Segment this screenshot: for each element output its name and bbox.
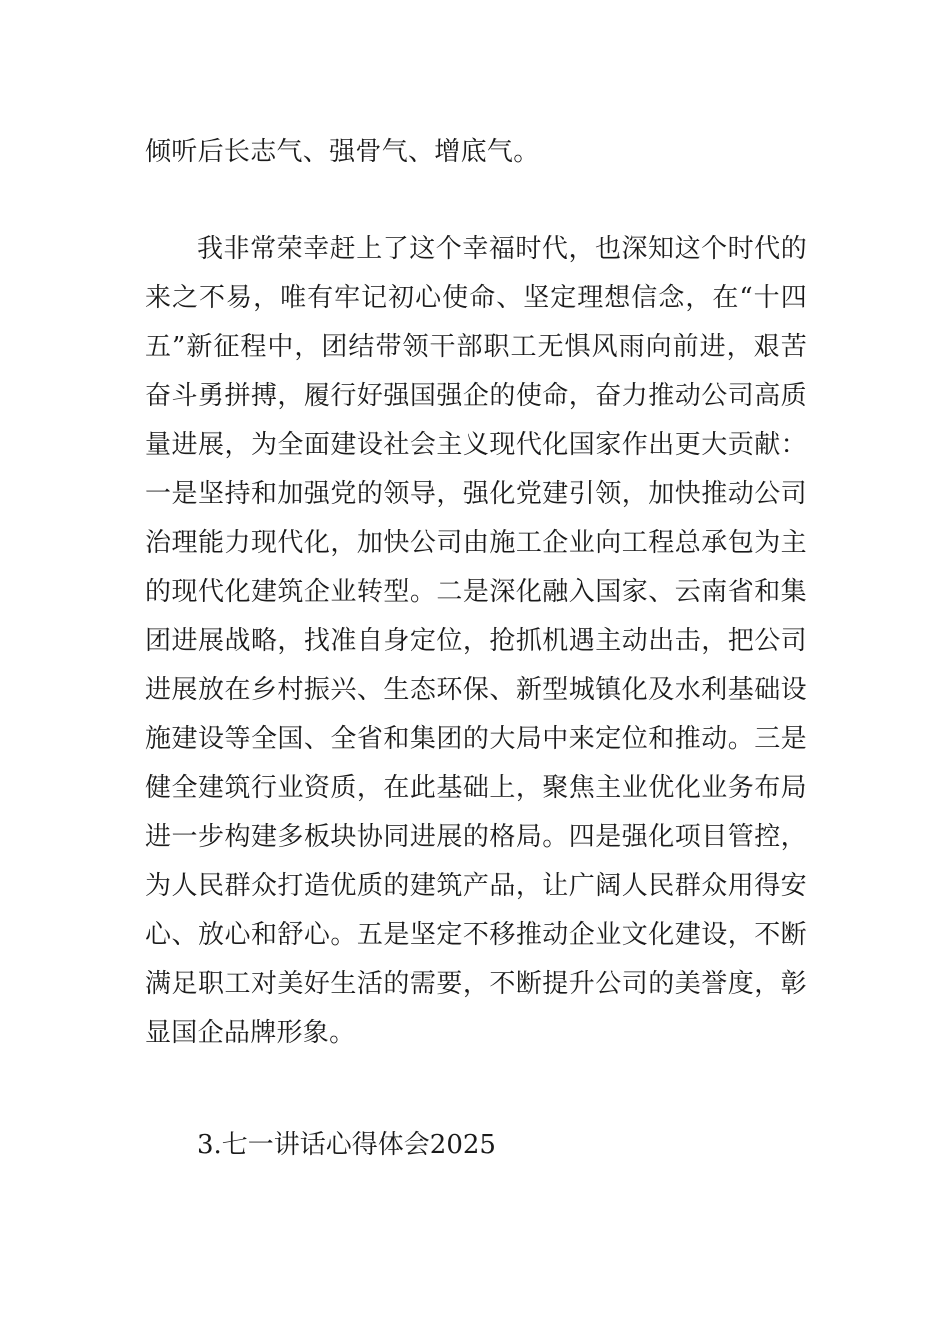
paragraph-continuation: 倾听后长志气、强骨气、增底气。 bbox=[145, 137, 540, 167]
section-heading: 3.七一讲话心得体会2025 bbox=[197, 1130, 496, 1160]
paragraph-main: 我非常荣幸赶上了这个幸福时代，也深知这个时代的来之不易，唯有牢记初心使命、坚定理想信念，在“十四五”新征程中，团结带领干部职工无惧风雨向前进，艰苦奋斗勇拼搏，履行好强国强企的使命，奋力推动公司高质量进展，为全面建设社会主义现代化国家作出更大贡献：一是坚持和加强党的领导，强化党建引领，加快推动公司治理能力现代化，加快公司由施工企业向工程总承包为主的现代化建筑企业转型。二是深化融入国家、云南省和集团进展战略，找准自身定位，抢抓机遇主动出击，把公司进展放在乡村振兴、生态环保、新型城镇化及水利基础设施建设等全国、全省和集团的大局中来定位和推动。三是健全建筑行业资质，在此基础上，聚焦主业优化业务布局进一步构建多板块协同进展的格局。四是强化项目管控，为人民群众打造优质的建筑产品，让广阔人民群众用得安心、放心和舒心。五是坚定不移推动企业文化建设，不断满足职工对美好生活的需要，不断提升公司的美誉度，彰显国企品牌形象。 bbox=[145, 234, 807, 1048]
